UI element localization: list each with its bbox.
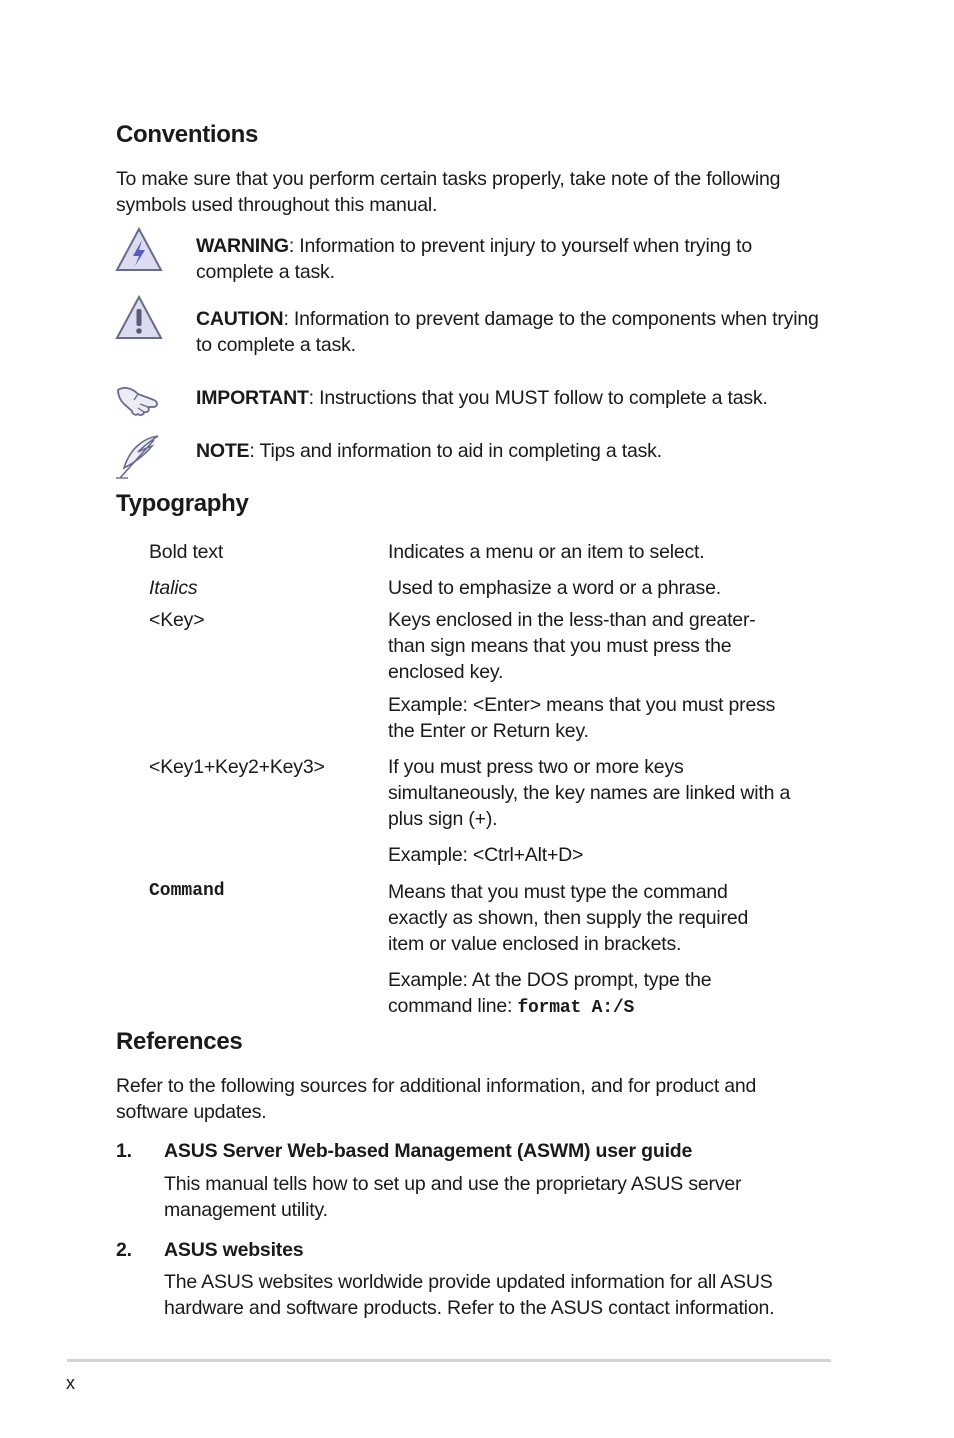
reference-text-1: This manual tells how to set up and use the proprietary ASUS server management utility. <box>164 1173 742 1221</box>
important-hand-icon <box>114 374 164 424</box>
typo-term-italics: Italics <box>149 577 198 599</box>
note-feather-icon <box>114 432 164 482</box>
typo-desc-italics: Used to emphasize a word or a phrase. <box>388 577 721 599</box>
reference-title-2: ASUS websites <box>164 1239 304 1261</box>
typo-example-key: Example: <Enter> means that you must press the Enter or Return key. <box>388 694 776 742</box>
typo-term-key: <Key> <box>149 609 205 631</box>
typo-example-keycombo: Example: <Ctrl+Alt+D> <box>388 844 584 866</box>
references-heading: References <box>116 1028 243 1055</box>
footer-rule <box>67 1359 831 1362</box>
important-notice: IMPORTANT: Instructions that you MUST follow to complete a task. <box>196 387 768 409</box>
typo-desc-bold: Indicates a menu or an item to select. <box>388 541 705 563</box>
reference-title-1: ASUS Server Web-based Management (ASWM) user guide <box>164 1140 693 1162</box>
typo-term-command: Command <box>149 881 225 901</box>
typo-example-command: Example: At the DOS prompt, type the command line: format A:/S <box>388 969 712 1018</box>
page-number: x <box>66 1373 75 1393</box>
typo-desc-key: Keys enclosed in the less-than and greater-than sign means that you must press the enclosed key. <box>388 609 756 683</box>
references-intro: Refer to the following sources for additional information, and for product and software updates. <box>116 1075 757 1123</box>
reference-number-1: 1. <box>116 1140 132 1162</box>
warning-notice: WARNING: Information to prevent injury to yourself when trying to complete a task. <box>196 235 752 283</box>
warning-lightning-icon <box>114 226 164 276</box>
reference-number-2: 2. <box>116 1239 132 1261</box>
typo-desc-keycombo: If you must press two or more keys simultaneously, the key names are linked with a plus sign (+). <box>388 756 791 830</box>
caution-exclamation-icon <box>114 294 164 344</box>
reference-text-2: The ASUS websites worldwide provide updated information for all ASUS hardware and software products. Refer to the ASUS contact information. <box>164 1271 775 1319</box>
conventions-intro: To make sure that you perform certain tasks properly, take note of the following symbols used throughout this manual. <box>116 168 781 216</box>
command-example-code: format A:/S <box>517 998 635 1018</box>
typo-term-keycombo: <Key1+Key2+Key3> <box>149 756 325 778</box>
typo-term-bold: Bold text <box>149 541 224 563</box>
conventions-heading: Conventions <box>116 121 259 148</box>
typography-heading: Typography <box>116 490 249 517</box>
note-notice: NOTE: Tips and information to aid in completing a task. <box>196 440 662 462</box>
caution-notice: CAUTION: Information to prevent damage to the components when trying to complete a task. <box>196 308 819 356</box>
typo-desc-command: Means that you must type the command exactly as shown, then supply the required item or value enclosed in brackets. <box>388 881 749 955</box>
